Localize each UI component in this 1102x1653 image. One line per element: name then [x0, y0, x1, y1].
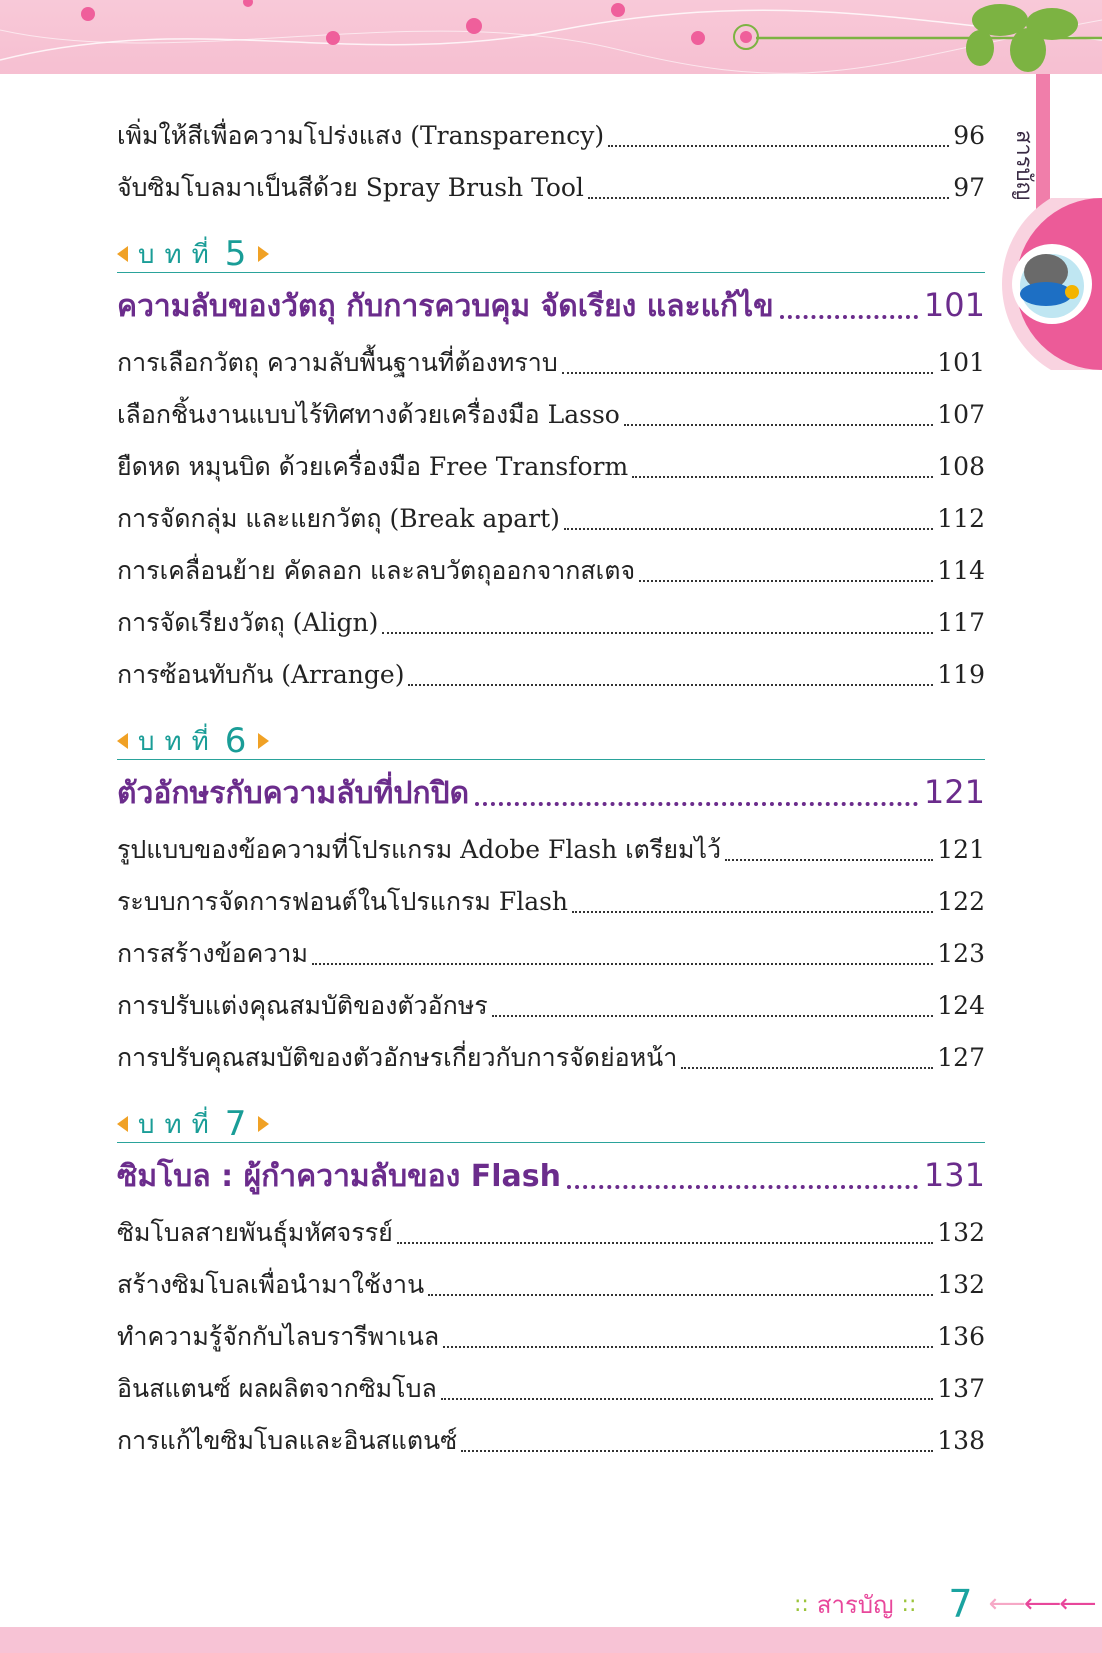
- triangle-right-icon: [258, 1116, 269, 1132]
- toc-entry-page: 132: [937, 1218, 985, 1247]
- toc-entry-page: 122: [937, 887, 985, 916]
- toc-entry-page: 114: [937, 556, 985, 585]
- toc-entry-page: 108: [937, 452, 985, 481]
- chapter-title-entry[interactable]: [117, 273, 985, 337]
- chapter-page: 101: [923, 286, 985, 324]
- toc-entry[interactable]: [117, 928, 985, 980]
- dot-leader: [681, 1067, 933, 1069]
- toc-entry-title: การจัดเรียงวัตถุ (Align): [117, 608, 379, 637]
- toc-entry-title: การสร้างข้อความ: [117, 939, 308, 968]
- toc-entry-page: 121: [937, 835, 985, 864]
- toc-entry-page: 119: [937, 660, 985, 689]
- toc-entry[interactable]: [117, 597, 985, 649]
- toc-entry-page: 136: [937, 1322, 985, 1351]
- toc-entry-title: สร้างซิมโบลเพื่อนำมาใช้งาน: [117, 1270, 425, 1299]
- toc-entry[interactable]: [117, 1259, 985, 1311]
- dot-leader: [588, 197, 949, 199]
- chapter-title: ซิมโบล : ผู้กำความลับของ Flash: [117, 1159, 561, 1194]
- dot-leader: [475, 802, 918, 806]
- toc-entry[interactable]: [117, 1363, 985, 1415]
- toc-entry-title: เลือกชิ้นงานแบบไร้ทิศทางด้วยเครื่องมือ Lasso: [117, 400, 620, 429]
- chapter-word: บทที่: [138, 239, 219, 270]
- dot-leader: [408, 684, 933, 686]
- toc-entry-title: ยืดหด หมุนบิด ด้วยเครื่องมือ Free Transform: [117, 452, 629, 481]
- toc-entry[interactable]: [117, 110, 985, 162]
- dot-leader: [608, 145, 949, 147]
- dot-leader: [567, 1185, 918, 1189]
- toc-entry[interactable]: [117, 337, 985, 389]
- chapter-page: 121: [923, 773, 985, 811]
- dot-leader: [564, 528, 933, 530]
- dot-leader: [572, 911, 933, 913]
- chapter-label: [117, 723, 985, 760]
- page-number: 7: [948, 1582, 973, 1626]
- dot-leader: [780, 315, 918, 319]
- toc-entry-title: การปรับคุณสมบัติของตัวอักษรเกี่ยวกับการจัดย่อหน้า: [117, 1043, 678, 1072]
- side-tab-label: สารบัญ: [1011, 130, 1036, 201]
- dot-leader: [397, 1242, 933, 1244]
- chapter-title: ตัวอักษรกับความลับที่ปกปิด: [117, 776, 470, 811]
- toc-entry[interactable]: [117, 389, 985, 441]
- toc-entry-title: เพิ่มให้สีเพื่อความโปร่งแสง (Transparency): [117, 121, 605, 150]
- toc-entry[interactable]: [117, 649, 985, 701]
- dot-leader: [382, 632, 933, 634]
- footer-separator-right: ::: [901, 1591, 917, 1617]
- dot-leader: [441, 1398, 934, 1400]
- toc-entry-title: ระบบการจัดการฟอนต์ในโปรแกรม Flash: [117, 887, 569, 916]
- toc-entry-title: รูปแบบของข้อความที่โปรแกรม Adobe Flash เตรียมไว้: [117, 835, 722, 864]
- toc-entry[interactable]: [117, 824, 985, 876]
- toc-entry-title: ทำความรู้จักกับไลบรารีพาเนล: [117, 1322, 440, 1351]
- dot-leader: [428, 1294, 933, 1296]
- chapter-number: 5: [224, 234, 247, 274]
- dot-leader: [562, 372, 934, 374]
- mascot-badge-icon: [996, 198, 1102, 370]
- floral-pattern-icon: [0, 0, 1102, 74]
- toc-entry-page: 97: [953, 173, 985, 202]
- chapter-number: 7: [224, 1104, 247, 1144]
- triangle-left-icon: [117, 246, 128, 262]
- page-footer: [786, 1582, 1094, 1626]
- dot-leader: [492, 1015, 934, 1017]
- chapter-title: ความลับของวัตถุ กับการควบคุม จัดเรียง และแก้ไข: [117, 289, 774, 324]
- triangle-left-icon: [117, 1116, 128, 1132]
- toc-entry-title: การแก้ไขซิมโบลและอินสแตนซ์: [117, 1426, 458, 1455]
- triangle-left-icon: [117, 733, 128, 749]
- triangle-right-icon: [258, 246, 269, 262]
- toc-entry-title: การซ้อนทับกัน (Arrange): [117, 660, 405, 689]
- toc-entry-page: 117: [937, 608, 985, 637]
- toc-entry-title: อินสแตนซ์ ผลผลิตจากซิมโบล: [117, 1374, 437, 1403]
- dot-leader: [639, 580, 933, 582]
- toc-entry-page: 124: [937, 991, 985, 1020]
- chapter-label: [117, 236, 985, 273]
- toc-entry-title: การเคลื่อนย้าย คัดลอก และลบวัตถุออกจากสเตจ: [117, 556, 636, 585]
- dot-leader: [312, 963, 933, 965]
- toc-entry-page: 101: [937, 348, 985, 377]
- toc-entry-title: จับซิมโบลมาเป็นสีด้วย Spray Brush Tool: [117, 173, 584, 202]
- chapter-word: บทที่: [138, 726, 219, 757]
- chapter-label: [117, 1106, 985, 1143]
- chapter-title-entry[interactable]: [117, 760, 985, 824]
- toc-entry-page: 112: [937, 504, 985, 533]
- chapter-title-entry[interactable]: [117, 1143, 985, 1207]
- toc-entry-page: 137: [937, 1374, 985, 1403]
- arrow-left-icon: ⟵⟵⟵: [988, 1589, 1095, 1619]
- toc-entry-page: 132: [937, 1270, 985, 1299]
- header-decoration: [0, 0, 1102, 74]
- toc-entry[interactable]: [117, 1415, 985, 1467]
- toc-entry-title: การจัดกลุ่ม และแยกวัตถุ (Break apart): [117, 504, 560, 533]
- toc-entry[interactable]: [117, 162, 985, 214]
- dot-leader: [624, 424, 933, 426]
- chapter-page: 131: [923, 1156, 985, 1194]
- triangle-right-icon: [258, 733, 269, 749]
- toc-entry[interactable]: [117, 1207, 985, 1259]
- toc-entry[interactable]: [117, 441, 985, 493]
- toc-entry[interactable]: [117, 876, 985, 928]
- footer-label: สารบัญ: [816, 1590, 894, 1619]
- toc-entry-title: ซิมโบลสายพันธุ์มหัศจรรย์: [117, 1218, 393, 1247]
- chapter-number: 6: [224, 721, 247, 761]
- dot-leader: [725, 859, 933, 861]
- footer-separator-left: ::: [794, 1591, 809, 1617]
- toc-entry[interactable]: [117, 545, 985, 597]
- toc-entry[interactable]: [117, 1032, 985, 1084]
- toc-entry-page: 127: [937, 1043, 985, 1072]
- table-of-contents: [117, 110, 985, 1467]
- dot-leader: [443, 1346, 933, 1348]
- toc-entry[interactable]: [117, 493, 985, 545]
- toc-entry-page: 138: [937, 1426, 985, 1455]
- toc-entry[interactable]: [117, 980, 985, 1032]
- toc-entry-page: 96: [953, 121, 985, 150]
- toc-entry-title: การปรับแต่งคุณสมบัติของตัวอักษร: [117, 991, 488, 1020]
- toc-entry-page: 123: [937, 939, 985, 968]
- toc-entry[interactable]: [117, 1311, 985, 1363]
- toc-entry-page: 107: [937, 400, 985, 429]
- dot-leader: [632, 476, 933, 478]
- chapter-word: บทที่: [138, 1109, 219, 1140]
- footer-decoration: [0, 1627, 1102, 1653]
- toc-entry-title: การเลือกวัตถุ ความลับพื้นฐานที่ต้องทราบ: [117, 348, 558, 377]
- dot-leader: [461, 1450, 933, 1452]
